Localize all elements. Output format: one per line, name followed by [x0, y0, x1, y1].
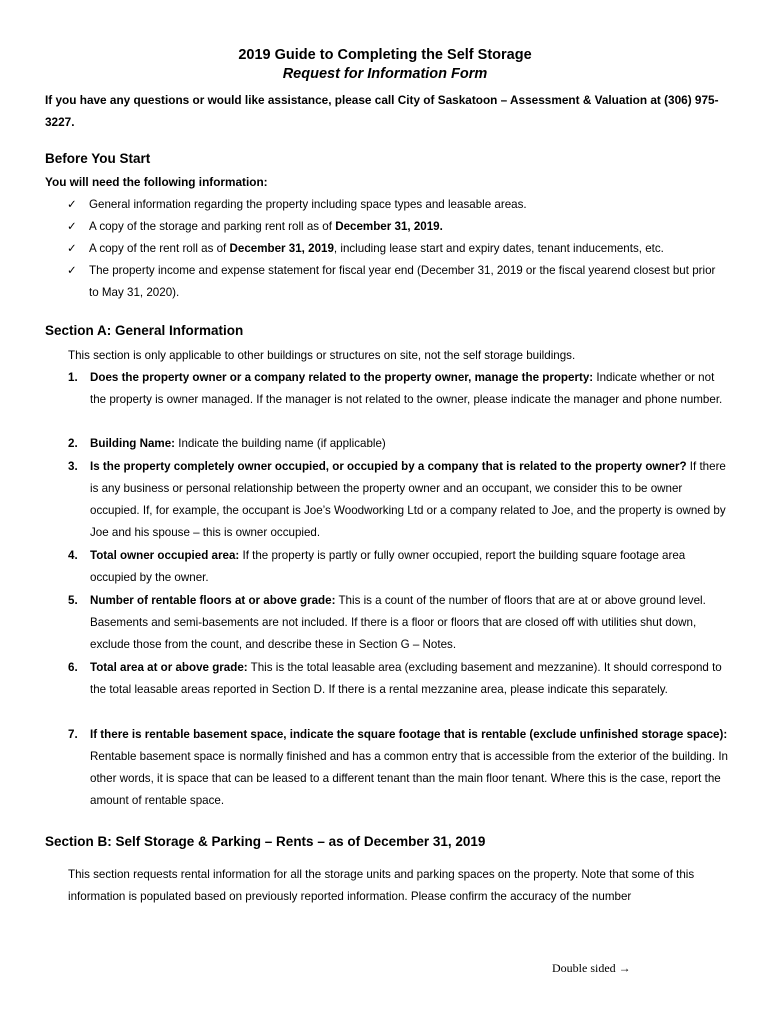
section-a-heading: Section A: General Information — [45, 323, 244, 338]
list-item: 3. Is the property completely owner occupied, or occupied by a company that is related to the property owner? If there is any business or personal relationship between the property owner and an occupant, we consider this to be owner occupied. If, for example, the occupant is Joe’s Woodworking Ltd or a company related to Joe, and the property is owned by Joe and his spouse – this is owner occupied. — [68, 460, 726, 539]
contact-intro: If you have any questions or would like assistance, please call City of Saskatoon – Assessment & Valuation at (306) 975-3227. — [45, 93, 719, 129]
section-a-note: This section is only applicable to other buildings or structures on site, not the self storage buildings. — [68, 349, 576, 362]
before-you-start-heading: Before You Start — [45, 151, 151, 166]
section-b-text: This section requests rental information for all the storage units and parking spaces on the property. Note that some of this information is populated based on previously reported information. Please confirm the accuracy of the number — [68, 868, 695, 903]
list-item: 1. Does the property owner or a company related to the property owner, manage the property: Indicate whether or not the property is owner managed. If the manager is not related to the owner, please indicate the manager and phone number. — [68, 371, 723, 406]
list-item: 4. Total owner occupied area: If the property is partly or fully owner occupied, report the building square footage area occupied by the owner. — [68, 549, 686, 584]
check-icon: ✓ — [67, 198, 77, 211]
section-b-heading: Section B: Self Storage & Parking – Rents – as of December 31, 2019 — [45, 834, 486, 849]
checklist-item: ✓ A copy of the storage and parking rent roll as of December 31, 2019. — [67, 216, 727, 238]
list-item: 5. Number of rentable floors at or above grade: This is a count of the number of floors that are at or above ground level. Basements and semi-basements are not included. If there is a floor or floors that are closed off with utilities shut down, exclude those from the count, and describe these in Section G – Notes. — [68, 594, 706, 651]
check-icon: ✓ — [67, 264, 77, 277]
list-item: 2. Building Name: Indicate the building name (if applicable) — [68, 437, 386, 450]
double-sided-note: Double sided → — [552, 961, 631, 975]
list-item: 7. If there is rentable basement space, indicate the square footage that is rentable (exclude unfinished storage space): Rentable basement space is normally finished and has a common entry that is accessible from the exterior of the building. In other words, it is space that can be leased to a different tenant than the main floor tenant. Where this is the case, report the amount of rentable space. — [68, 728, 728, 807]
check-icon: ✓ — [67, 242, 77, 255]
check-icon: ✓ — [67, 220, 77, 233]
before-you-start-subheading: You will need the following information: — [45, 175, 268, 189]
list-item: 6. Total area at or above grade: This is the total leasable area (excluding basement and mezzanine). It should correspond to the total leasable areas reported in Section D. If there is a rental mezzanine area, please indicate this separately. — [68, 661, 722, 696]
document-title: 2019 Guide to Completing the Self Storage — [238, 47, 532, 63]
checklist-item: ✓ A copy of the rent roll as of December 31, 2019, including lease start and expiry dates, tenant inducements, etc. — [67, 238, 727, 260]
document-subtitle: Request for Information Form — [282, 66, 488, 82]
checklist-item: ✓ The property income and expense statement for fiscal year end (December 31, 2019 or the fiscal yearend closest but prior to May 31, 2020). — [67, 260, 727, 304]
checklist-item: ✓ General information regarding the property including space types and leasable areas. — [67, 194, 727, 216]
